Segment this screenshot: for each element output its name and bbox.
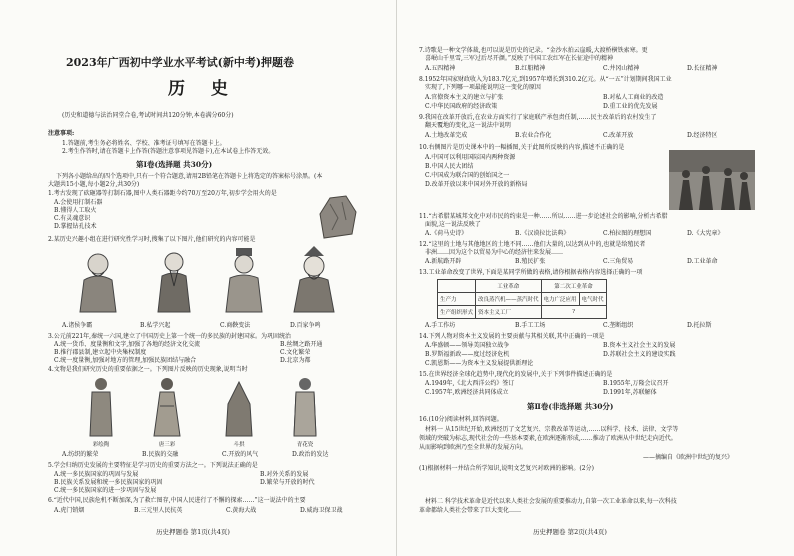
exam-title: 2023年广西初中学业水平考试(新中考)押题卷	[66, 56, 295, 69]
table-cell: 第二次工业革命	[541, 280, 606, 293]
q2-option-b: B.私学兴起	[140, 322, 171, 329]
q13-option-b: B.手工工场	[515, 322, 546, 329]
portrait-3-image	[220, 246, 268, 314]
portrait-2-image	[150, 246, 198, 314]
q8-option-b: B.对私人工商业的改造	[603, 94, 664, 101]
q14-option-d: D.苏联社会主义的建设实践	[603, 351, 676, 358]
table-cell: 工业革命	[476, 280, 542, 293]
q6-option-d: D.威海卫保卫战	[300, 507, 343, 514]
q1-option-d: D.掌握钻孔技术	[54, 223, 97, 230]
q9-option-b: B.农业合作化	[515, 132, 552, 139]
q4-option-d: D.政治的发达	[292, 451, 329, 458]
q11-stem-1: 11.“古希腊某城邦文化中对市民的约束是一种……所以……进一步论述社会的影响,分析古希腊	[419, 213, 668, 220]
q8-stem-2: 实现了,下列哪一项最能说明这一变化的原因	[425, 84, 541, 91]
q4-option-c: C.开放的风气	[222, 451, 259, 458]
q9-option-c: C.改革开放	[603, 132, 634, 139]
q15-option-a: A.1949年,《北大西洋公约》签订	[425, 380, 515, 387]
q15-option-b: B.1955年,万隆会议召开	[603, 380, 669, 387]
q16-material1-line-3: 从而影响到欧洲乃至全世界的发展方向。	[419, 444, 528, 451]
page-2-footer: 历史押题卷 第2页(共4页)	[533, 528, 607, 536]
q8-option-d: D.重工业的优先发展	[603, 103, 658, 110]
q13-option-a: A.手工作坊	[425, 322, 456, 329]
notice-title: 注意事项:	[48, 130, 75, 137]
q11-option-d: D.《大宪章》	[687, 230, 724, 237]
q12-option-d: D.工业革命	[687, 258, 718, 265]
q3-option-c: C.文化繁荣	[280, 349, 311, 356]
table-cell: 生产力	[438, 293, 476, 306]
q10-option-c: C.中国成为联合国的创始国之一	[425, 172, 510, 179]
q13-stem: 13.工业革命改变了世界,下面是某同学所做的表格,请你根据表格内容选择正确的一项	[419, 269, 643, 276]
q12-option-c: C.三角贸易	[603, 258, 634, 265]
q16-material1-line-2: 领域的突破为标志,现代社会的一些基本要素,在欧洲逐渐形成,……推动了欧洲从中世纪走向近代。	[419, 435, 677, 442]
q7-stem-2: 喜岷山千里雪,三军过后尽开颜。”反映了中国工农红军在长征途中的精神	[425, 55, 613, 62]
table-cell: 电气时代	[579, 293, 606, 306]
q5-stem: 5.学会归纳历史发展的主要特征是学习历史的重要方法之一。下列说法正确的是	[48, 462, 258, 469]
figurine-2-image	[150, 376, 184, 438]
q4-caption-1: 彩绘陶	[92, 442, 110, 448]
q13-option-d: D.托拉斯	[687, 322, 712, 329]
q11-option-b: B.《汉谟拉比法典》	[515, 230, 570, 237]
q5-option-d: D.繁荣与开放的时代	[260, 479, 315, 486]
q4-stem: 4.文物是我们研究历史的重要依据之一。下列图片反映的历史现象,说明当时	[48, 366, 248, 373]
figurine-3-image	[222, 378, 256, 438]
q10-option-d: D.改革开放以来中国对外开放的新格局	[425, 181, 528, 188]
q6-stem: 6.“近代中国,民族危机不断加深,为了救亡图存,中国人民进行了不懈的探索……”这一说法中的主要	[48, 497, 306, 504]
table-cell	[438, 280, 476, 293]
q12-stem-2: 非洲……因为这个以贸易为中心的经济往来发展……	[425, 249, 564, 256]
industrial-revolution-table	[437, 279, 607, 319]
stone-tool-image	[318, 194, 358, 240]
q8-stem-1: 8.1952年国家财政收入为183.7亿元,到1957年增长到310.2亿元。从“一五”计划期间我国工业	[419, 76, 672, 83]
table-cell: ?	[541, 306, 606, 319]
q10-stem: 10.右侧图片是历史课本中的一幅插图,关于此图所反映的内容,描述不正确的是	[419, 144, 625, 151]
historical-photo-image	[669, 150, 755, 210]
q4-caption-4: 青花瓷	[296, 442, 314, 448]
figurine-4-image	[288, 376, 322, 438]
q14-stem: 14.下列人物对资本主义发展的主要贡献与其相关联,其中正确的一项是	[419, 333, 605, 340]
table-row	[438, 306, 607, 319]
q16-material1-line-1: 材料一 从15世纪开始,欧洲经历了文艺复兴、宗教改革等运动,……以科学、技术、法律、文学等	[425, 426, 679, 433]
table-row	[438, 293, 607, 306]
part1-intro-2: 大题共15小题,每小题2分,共30分)	[48, 181, 140, 188]
q2-option-a: A.诸侯争霸	[62, 322, 93, 329]
part1-intro-1: 下列各小题给出的四个选项中,只有一个符合题意,请用2B铅笔在答题卡上将选定的答案标号涂黑。(本	[56, 173, 323, 180]
q5-option-c: B.民族关系发展和统一多民族国家的巩固	[54, 479, 163, 486]
page-2	[397, 0, 794, 556]
q1-option-c: C.有灵魂意识	[54, 215, 91, 222]
q8-option-c: C.中华民国政府的经济政策	[425, 103, 498, 110]
q3-option-b: B.丝绸之路开通	[280, 341, 323, 348]
q4-option-b: B.民族的交融	[142, 451, 179, 458]
q4-option-a: A.纺织的繁荣	[62, 451, 99, 458]
table-row	[438, 280, 607, 293]
q3-option-d: D.北京为都	[280, 357, 311, 364]
part1-title: 第Ⅰ卷(选择题 共30分)	[136, 160, 213, 169]
q5-option-b: B.对外关系的发展	[260, 471, 309, 478]
q15-option-c: C.1957年,欧洲经济共同体成立	[425, 389, 509, 396]
q6-option-a: A.虎门销烟	[54, 507, 85, 514]
q14-option-b: B.资本主义社会主义的发展	[603, 342, 676, 349]
portrait-4-image	[290, 246, 338, 314]
q8-option-a: A.官僚资本主义的建立与扩张	[425, 94, 504, 101]
q12-option-a: A.新航路开辟	[425, 258, 462, 265]
q9-stem-2: 翻天覆地的变化,这一说法中说明	[425, 122, 511, 129]
q4-caption-2: 唐三彩	[158, 442, 176, 448]
q1-option-a: A.会使用打制石器	[54, 199, 103, 206]
q10-option-a: A.中国可以利用国际国内两种资源	[425, 154, 516, 161]
q16-material2-line-1: 材料二 科学技术革命是近代以来人类社会发展的重要推动力,自第一次工业革命以来,每一次科技	[425, 498, 677, 505]
notice-line-2: 2.考生作答时,请在答题卡上作答(答题注意事项见答题卡),在本试卷上作答无效。	[62, 148, 275, 155]
q7-option-c: C.井冈山精神	[603, 65, 640, 72]
q16-quote-source: ——摘编自《欧洲中世纪的复兴》	[643, 454, 734, 461]
q9-option-a: A.土地改革完成	[425, 132, 468, 139]
q11-stem-2: 面貌,这一说法反映了	[425, 221, 481, 228]
portrait-1-image	[74, 246, 122, 314]
q7-option-b: B.红船精神	[515, 65, 546, 72]
table-cell: 电力广泛应用	[541, 293, 579, 306]
q3-option-a: A.统一货币、度量衡和文字,加强了各地的经济文化交流	[54, 341, 201, 348]
q7-stem-1: 7.诗歌是一种文学体裁,也可以说是历史的记录。“金沙水拍云崖暖,大渡桥横铁索寒。更	[419, 47, 648, 54]
q2-option-d: D.百家争鸣	[290, 322, 321, 329]
figurine-1-image	[84, 376, 118, 438]
q14-option-a: A.华盛顿——领导美国独立战争	[425, 342, 510, 349]
q7-option-a: A.五四精神	[425, 65, 456, 72]
q5-option-a: A.统一多民族国家的巩固与发展	[54, 471, 139, 478]
part2-title: 第Ⅱ卷(非选择题 共30分)	[527, 402, 614, 411]
q7-option-d: D.长征精神	[687, 65, 718, 72]
table-cell: 生产组织形式	[438, 306, 476, 319]
q3-option-c-left: C.统一度量衡,加强对地方的管理,加强民族团结与融合	[54, 357, 197, 364]
q16-subquestion: (1)根据材料一并结合所学知识,说明文艺复兴对欧洲的影响。(2分)	[419, 465, 594, 472]
q13-option-c: C.垄断组织	[603, 322, 634, 329]
page-1-footer: 历史押题卷 第1页(共4页)	[156, 528, 230, 536]
q11-option-a: A.《荷马史诗》	[425, 230, 468, 237]
q11-option-c: C.柏拉图的理想国	[603, 230, 652, 237]
q9-option-d: D.经济特区	[687, 132, 718, 139]
table-cell: 资本主义工厂	[476, 306, 542, 319]
q12-stem-1: 12.“这里的土地与其他地区的土地不同……他们大量的,以达到从中的,也就是给殖民者	[419, 241, 646, 248]
table-cell: 改良蒸汽机——蒸汽时代	[476, 293, 542, 306]
q6-option-b: B.三元里人民抗英	[134, 507, 183, 514]
q12-option-b: B.殖民扩张	[515, 258, 546, 265]
q10-option-b: B.中国人民大团结	[425, 163, 474, 170]
subject-title: 历 史	[168, 79, 238, 99]
q15-option-d: D.1991年,苏联解体	[603, 389, 657, 396]
q4-caption-3: 斗拱	[233, 442, 245, 448]
q14-option-line-3: C.凯恩斯——为资本主义发展提供新理论	[425, 360, 534, 367]
q2-stem: 2.某历史兴趣小组在进行研究性学习时,搜集了以下图片,他们研究的内容可能是	[48, 236, 256, 243]
q16-material2-line-2: 革命都给人类社会带来了巨大变化……	[419, 507, 522, 514]
q3-stem: 3.公元前221年,秦统一六国,建立了中国历史上第一个统一的多民族的封建国家。为巩固统治	[48, 333, 291, 340]
q15-stem: 15.在世界经济全球化趋势中,现代化的发展中,关于下列事件描述正确的是	[419, 371, 613, 378]
q3-option-b-left: B.推行郡县制,建立起中央集权制度	[54, 349, 147, 356]
q14-option-c: B.罗斯福新政——度过经济危机	[425, 351, 510, 358]
exam-subtitle: (历史和道德与法治同堂合卷,考试时间共120分钟,本卷满分60分)	[62, 112, 234, 119]
q1-stem: 1.考古发现了砍砸器等打制石器,图中人类石器距今约70万至20万年,初步学会用火的是	[48, 190, 277, 197]
q2-option-c: C.商鞅变法	[220, 322, 251, 329]
q9-stem-1: 9.我国在改革开放后,在农业方面实行了家庭联产承包责任制,……民主改革后的农村发生了	[419, 114, 657, 121]
q1-option-b: B.懂得人工取火	[54, 207, 97, 214]
notice-line-1: 1.答题前,考生务必将姓名、学校、准考证号填写在答题卡上。	[62, 140, 226, 147]
q6-option-c: C.黄海大战	[226, 507, 257, 514]
q16-title: 16.(10分)阅读材料,回答问题。	[419, 416, 503, 423]
q5-option-line-3: C.统一多民族国家的进一步巩固与发展	[54, 487, 157, 494]
